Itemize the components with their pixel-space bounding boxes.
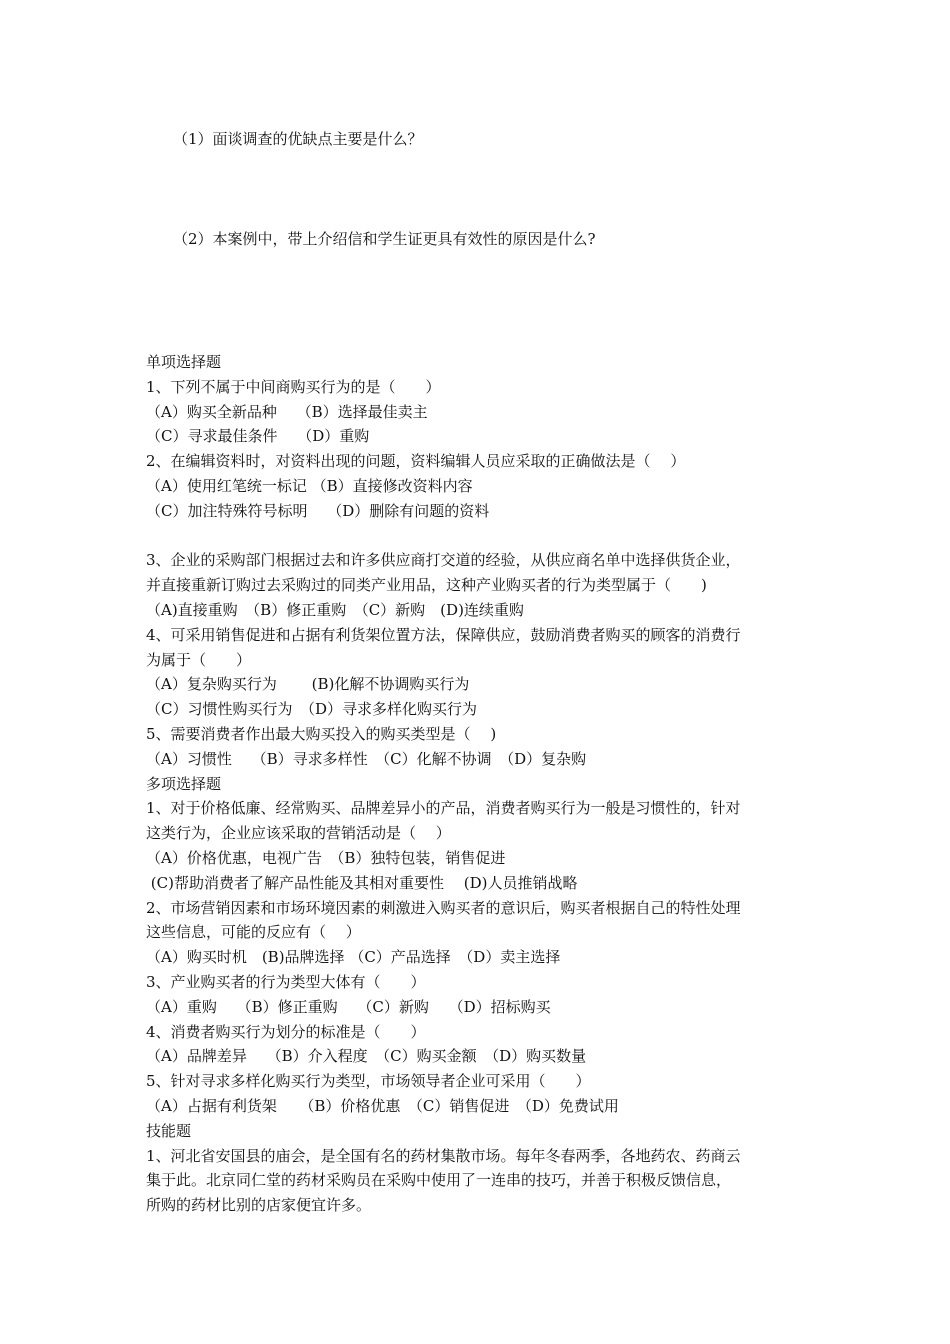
text-line: 1、河北省安国县的庙会，是全国有名的药材集散市场。每年冬春两季，各地药农、药商云 [146,1146,741,1165]
text-line: （A）重购 （B）修正重购 （C）新购 （D）招标购买 [146,997,551,1016]
text-line: （A）复杂购买行为 (B)化解不协调购买行为 [146,675,470,694]
text-line: 5、针对寻求多样化购买行为类型，市场领导者企业可采用（ ） [146,1072,591,1091]
text-line: 3、产业购买者的行为类型大体有（ ） [146,972,426,991]
text-line: （A）购买时机 (B)品牌选择 （C）产品选择 （D）卖主选择 [146,948,561,967]
text-line: 3、企业的采购部门根据过去和许多供应商打交道的经验，从供应商名单中选择供货企业， [146,551,741,570]
text-line: （A）品牌差异 （B）介入程度 （C）购买金额 （D）购买数量 [146,1047,587,1066]
text-line: 多项选择题 [146,774,222,793]
text-line: （A）价格优惠，电视广告 （B）独特包装，销售促进 [146,848,506,867]
question-section [146,350,810,1218]
text-line: 4、可采用销售促进和占据有利货架位置方法，保障供应，鼓励消费者购买的顾客的消费行 [146,625,741,644]
text-line: 4、消费者购买行为划分的标准是（ ） [146,1022,426,1041]
text-line: （A)直接重购 （B）修正重购 （C）新购 (D)连续重购 [146,600,524,619]
case-question-1: （1）面谈调查的优缺点主要是什么？ [173,130,423,148]
text-line: （C）寻求最佳条件 （D）重购 [146,427,370,446]
text-line: （C）加注特殊符号标明 （D）删除有问题的资料 [146,501,490,520]
text-line: （A）占据有利货架 （B）价格优惠 （C）销售促进 （D）免费试用 [146,1096,619,1115]
text-line: 5、需要消费者作出最大购买投入的购买类型是（ ) [146,724,497,743]
text-line: 所购的药材比别的店家便宜许多。 [146,1196,372,1215]
text-line: 1、下列不属于中间商购买行为的是（ ） [146,377,441,396]
text-line: 集于此。北京同仁堂的药材采购员在采购中使用了一连串的技巧，并善于积极反馈信息， [146,1171,732,1190]
blank-line [146,524,810,549]
text-line: （A）购买全新品种 （B）选择最佳卖主 [146,402,428,421]
text-line: 这类行为，企业应该采取的营销活动是（ ） [146,824,451,843]
text-line: 1、对于价格低廉、经常购买、品牌差异小的产品，消费者购买行为一般是习惯性的，针对 [146,799,741,818]
text-line: （C）习惯性购买行为 （D）寻求多样化购买行为 [146,700,478,719]
text-line: (C)帮助消费者了解产品性能及其相对重要性 (D)人员推销战略 [146,873,578,892]
text-line: （A）习惯性 （B）寻求多样性 （C）化解不协调 （D）复杂购 [146,749,587,768]
text-line: 技能题 [146,1121,192,1140]
text-line: 并直接重新订购过去采购过的同类产业用品，这种产业购买者的行为类型属于（ ) [146,576,707,595]
text-line: 单项选择题 [146,353,222,371]
text-line: 为属于（ ） [146,650,252,669]
case-question-2: （2）本案例中，带上介绍信和学生证更具有效性的原因是什么? [173,230,596,248]
text-line: 2、在编辑资料时，对资料出现的问题，资料编辑人员应采取的正确做法是（ ） [146,452,686,471]
text-line: 这些信息，可能的反应有（ ） [146,923,361,942]
text-line: 2、市场营销因素和市场环境因素的刺激进入购买者的意识后，购买者根据自己的特性处理 [146,898,741,917]
text-line: （A）使用红笔统一标记 （B）直接修改资料内容 [146,476,473,495]
